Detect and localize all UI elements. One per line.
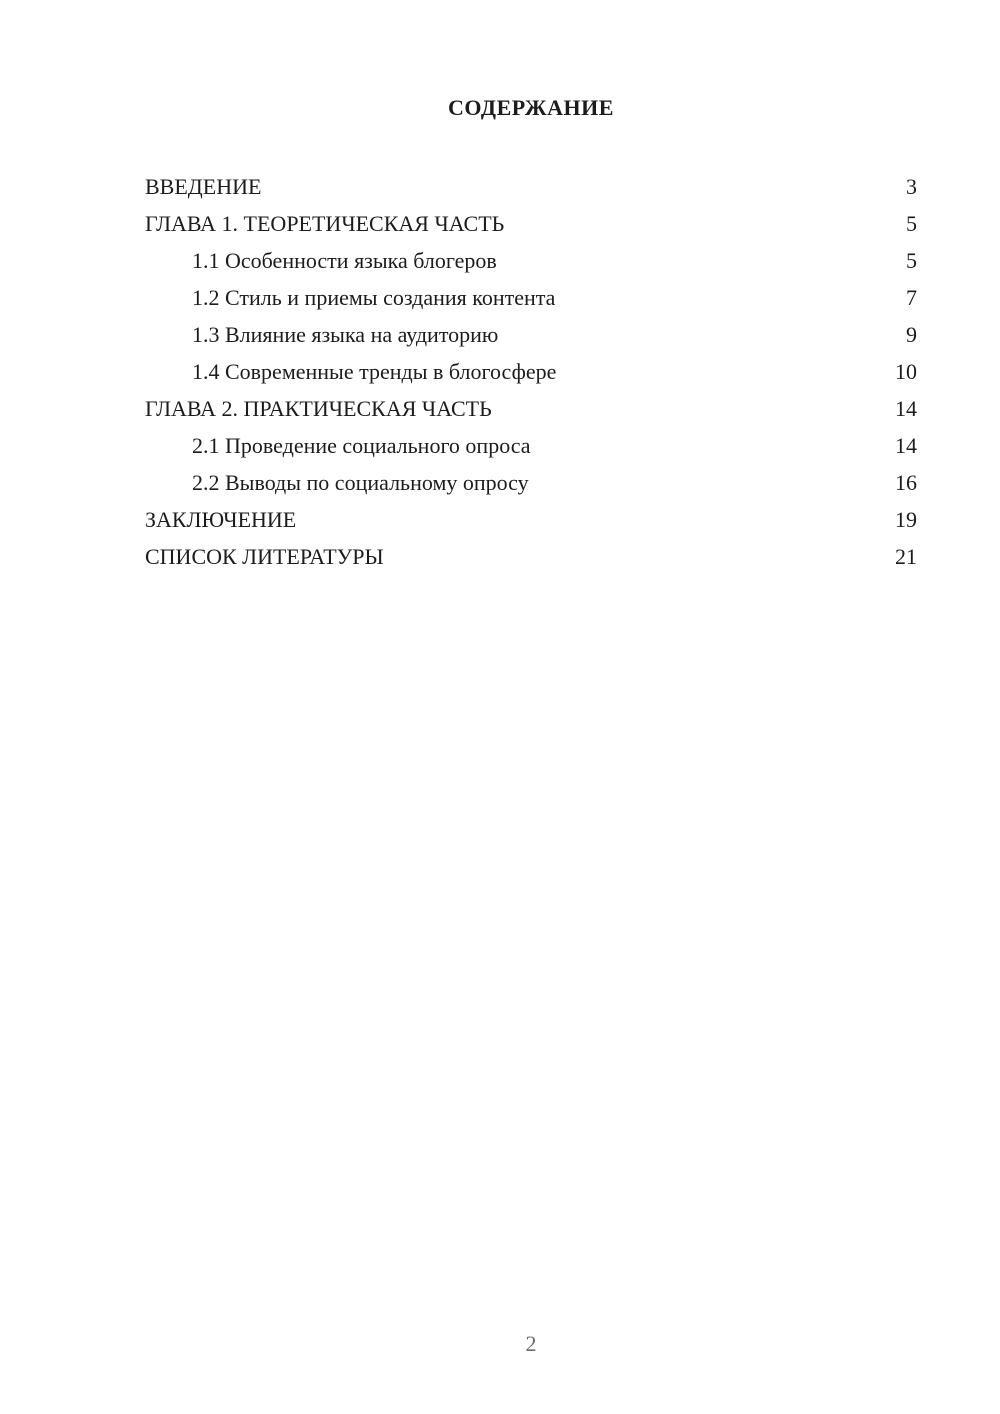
toc-entry-label: ГЛАВА 2. ПРАКТИЧЕСКАЯ ЧАСТЬ <box>145 395 492 421</box>
toc-row <box>145 205 917 242</box>
toc-row <box>145 279 917 316</box>
toc-entry-label: ЗАКЛЮЧЕНИЕ <box>145 506 297 532</box>
toc-entry-label: ГЛАВА 1. ТЕОРЕТИЧЕСКАЯ ЧАСТЬ <box>145 210 505 236</box>
toc-entry-page: 21 <box>895 543 917 569</box>
toc-row <box>145 316 917 353</box>
footer-page-number: 2 <box>525 1331 537 1356</box>
toc-entry-page: 10 <box>895 358 917 384</box>
page-content <box>0 0 1000 575</box>
toc-entry-label: СПИСОК ЛИТЕРАТУРЫ <box>145 543 384 569</box>
toc-row <box>145 390 917 427</box>
toc-entry-page: 14 <box>895 432 917 458</box>
toc-row <box>145 464 917 501</box>
toc-entry-label: 2.1 Проведение социального опроса <box>192 432 531 458</box>
toc-entry-label: 2.2 Выводы по социальному опросу <box>192 469 529 495</box>
toc-row <box>145 427 917 464</box>
toc-entry-page: 19 <box>895 506 917 532</box>
toc-entry-page: 7 <box>906 284 917 310</box>
page-title: СОДЕРЖАНИЕ <box>448 95 614 120</box>
toc-row <box>145 242 917 279</box>
toc-entry-label: 1.1 Особенности языка блогеров <box>192 247 497 273</box>
toc-entry-label: 1.3 Влияние языка на аудиторию <box>192 321 499 347</box>
toc-row <box>145 538 917 575</box>
toc-entry-page: 14 <box>895 395 917 421</box>
toc-entry-page: 3 <box>906 173 917 199</box>
toc-row <box>145 501 917 538</box>
toc-entry-page: 9 <box>906 321 917 347</box>
toc-row <box>145 353 917 390</box>
toc-row <box>145 168 917 205</box>
toc-entry-label: ВВЕДЕНИЕ <box>145 173 262 199</box>
toc-entry-page: 16 <box>895 469 917 495</box>
toc-entry-page: 5 <box>906 247 917 273</box>
toc-entry-label: 1.4 Современные тренды в блогосфере <box>192 358 557 384</box>
toc-entry-page: 5 <box>906 210 917 236</box>
table-of-contents <box>145 168 917 575</box>
toc-entry-label: 1.2 Стиль и приемы создания контента <box>192 284 556 310</box>
